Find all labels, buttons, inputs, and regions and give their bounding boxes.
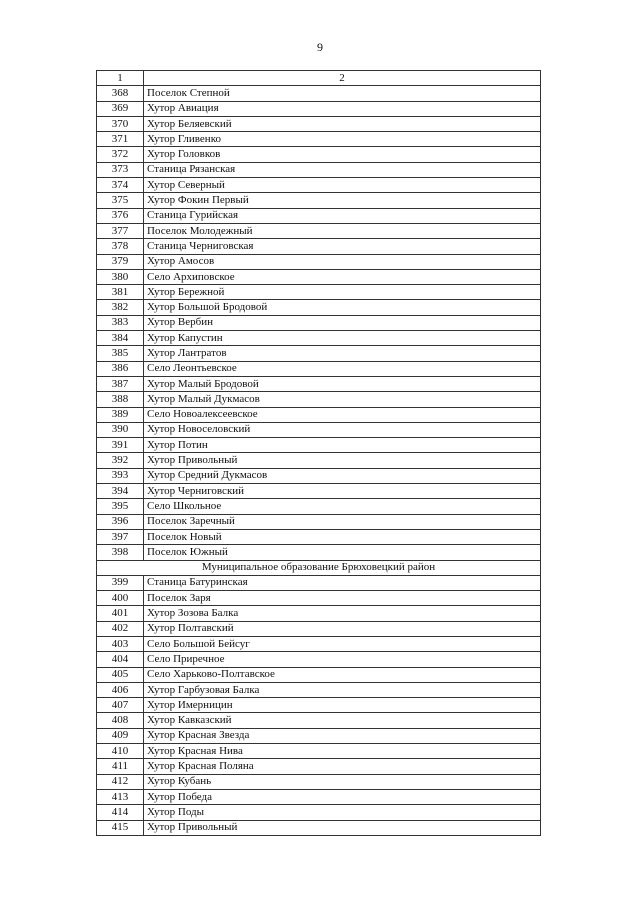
- table-header-row: [97, 71, 541, 86]
- table-row: [97, 667, 541, 682]
- table-row: [97, 178, 541, 193]
- settlement-name: Село Школьное: [144, 499, 541, 514]
- row-number: 411: [97, 759, 144, 774]
- table-row: [97, 101, 541, 116]
- row-number: 403: [97, 636, 144, 651]
- table-row: [97, 331, 541, 346]
- settlement-name: Поселок Южный: [144, 545, 541, 560]
- table-row: [97, 361, 541, 376]
- table-row: [97, 162, 541, 177]
- row-number: 368: [97, 86, 144, 101]
- settlements-table: [96, 70, 541, 836]
- settlement-name: Село Харьково-Полтавское: [144, 667, 541, 682]
- table-row: [97, 805, 541, 820]
- table-row: [97, 438, 541, 453]
- row-number: 376: [97, 208, 144, 223]
- table-row: [97, 820, 541, 835]
- settlement-name: Хутор Привольный: [144, 453, 541, 468]
- row-number: 391: [97, 438, 144, 453]
- table-row: [97, 468, 541, 483]
- settlement-name: Хутор Вербин: [144, 315, 541, 330]
- table-row: [97, 514, 541, 529]
- settlement-name: Станица Батуринская: [144, 575, 541, 590]
- page-number: 9: [317, 40, 323, 54]
- settlement-name: Село Новоалексеевское: [144, 407, 541, 422]
- table-row: [97, 147, 541, 162]
- row-number: 381: [97, 285, 144, 300]
- row-number: 406: [97, 682, 144, 697]
- settlement-name: Хутор Красная Нива: [144, 744, 541, 759]
- settlement-name: Село Леонтьевское: [144, 361, 541, 376]
- row-number: 369: [97, 101, 144, 116]
- settlement-name: Хутор Кубань: [144, 774, 541, 789]
- settlement-name: Хутор Гарбузовая Балка: [144, 682, 541, 697]
- table-row: [97, 346, 541, 361]
- settlement-name: Поселок Молодежный: [144, 223, 541, 238]
- row-number: 398: [97, 545, 144, 560]
- settlement-name: Хутор Полтавский: [144, 621, 541, 636]
- row-number: 397: [97, 529, 144, 544]
- row-number: 412: [97, 774, 144, 789]
- row-number: 404: [97, 652, 144, 667]
- settlement-name: Хутор Беляевский: [144, 116, 541, 131]
- row-number: 387: [97, 376, 144, 391]
- settlement-name: Станица Гурийская: [144, 208, 541, 223]
- table-row: [97, 545, 541, 560]
- table-row: [97, 407, 541, 422]
- table-row: [97, 453, 541, 468]
- row-number: 370: [97, 116, 144, 131]
- settlement-name: Хутор Малый Дукмасов: [144, 392, 541, 407]
- row-number: 371: [97, 132, 144, 147]
- settlement-name: Станица Рязанская: [144, 162, 541, 177]
- table-row: [97, 315, 541, 330]
- table-row: [97, 713, 541, 728]
- settlement-name: Хутор Фокин Первый: [144, 193, 541, 208]
- settlement-name: Хутор Имерницин: [144, 698, 541, 713]
- settlement-name: Хутор Кавказский: [144, 713, 541, 728]
- row-number: 390: [97, 422, 144, 437]
- row-number: 388: [97, 392, 144, 407]
- row-number: 413: [97, 789, 144, 804]
- table-row: [97, 698, 541, 713]
- settlement-name: Хутор Потин: [144, 438, 541, 453]
- row-number: 407: [97, 698, 144, 713]
- settlement-name: Хутор Большой Бродовой: [144, 300, 541, 315]
- header-col-2: 2: [144, 71, 541, 86]
- table-row: [97, 208, 541, 223]
- row-number: 384: [97, 331, 144, 346]
- settlement-name: Хутор Средний Дукмасов: [144, 468, 541, 483]
- settlement-name: Хутор Красная Звезда: [144, 728, 541, 743]
- row-number: 374: [97, 178, 144, 193]
- row-number: 389: [97, 407, 144, 422]
- table-row: [97, 300, 541, 315]
- table-row: [97, 392, 541, 407]
- row-number: 408: [97, 713, 144, 728]
- table-row: [97, 529, 541, 544]
- row-number: 385: [97, 346, 144, 361]
- row-number: 405: [97, 667, 144, 682]
- table-row: [97, 422, 541, 437]
- table-row: [97, 744, 541, 759]
- settlement-name: Хутор Авиация: [144, 101, 541, 116]
- row-number: 377: [97, 223, 144, 238]
- table-row: [97, 575, 541, 590]
- settlement-name: Хутор Амосов: [144, 254, 541, 269]
- table-row: [97, 728, 541, 743]
- table-row: [97, 269, 541, 284]
- row-number: 402: [97, 621, 144, 636]
- settlement-name: Поселок Степной: [144, 86, 541, 101]
- table-row: [97, 116, 541, 131]
- settlement-name: Село Архиповское: [144, 269, 541, 284]
- table-row: [97, 484, 541, 499]
- table-row: [97, 223, 541, 238]
- table-row: [97, 193, 541, 208]
- table-row: [97, 86, 541, 101]
- row-number: 401: [97, 606, 144, 621]
- settlement-name: Село Большой Бейсуг: [144, 636, 541, 651]
- row-number: 379: [97, 254, 144, 269]
- settlement-name: Хутор Головков: [144, 147, 541, 162]
- table-row: [97, 759, 541, 774]
- row-number: 372: [97, 147, 144, 162]
- table-row: [97, 621, 541, 636]
- row-number: 415: [97, 820, 144, 835]
- row-number: 410: [97, 744, 144, 759]
- row-number: 380: [97, 269, 144, 284]
- settlement-name: Хутор Бережной: [144, 285, 541, 300]
- section-title: Муниципальное образование Брюховецкий район: [97, 560, 541, 575]
- settlement-name: Поселок Заря: [144, 591, 541, 606]
- settlement-name: Хутор Малый Бродовой: [144, 376, 541, 391]
- settlement-name: Хутор Красная Поляна: [144, 759, 541, 774]
- table-row: [97, 254, 541, 269]
- table-row: [97, 376, 541, 391]
- table-row: [97, 636, 541, 651]
- row-number: 395: [97, 499, 144, 514]
- row-number: 375: [97, 193, 144, 208]
- row-number: 414: [97, 805, 144, 820]
- table-row: [97, 239, 541, 254]
- row-number: 382: [97, 300, 144, 315]
- settlement-name: Хутор Поды: [144, 805, 541, 820]
- row-number: 396: [97, 514, 144, 529]
- row-number: 393: [97, 468, 144, 483]
- settlement-name: Хутор Зозова Балка: [144, 606, 541, 621]
- settlement-name: Хутор Новоселовский: [144, 422, 541, 437]
- row-number: 378: [97, 239, 144, 254]
- table-row: [97, 682, 541, 697]
- settlement-name: Хутор Победа: [144, 789, 541, 804]
- table-row: [97, 499, 541, 514]
- table-row: [97, 132, 541, 147]
- row-number: 386: [97, 361, 144, 376]
- settlement-name: Село Приречное: [144, 652, 541, 667]
- settlement-name: Хутор Привольный: [144, 820, 541, 835]
- settlement-name: Хутор Северный: [144, 178, 541, 193]
- settlement-name: Хутор Гливенко: [144, 132, 541, 147]
- row-number: 400: [97, 591, 144, 606]
- settlement-name: Поселок Заречный: [144, 514, 541, 529]
- table-row: [97, 652, 541, 667]
- row-number: 399: [97, 575, 144, 590]
- table-row: [97, 606, 541, 621]
- section-row: [97, 560, 541, 575]
- table-row: [97, 789, 541, 804]
- row-number: 373: [97, 162, 144, 177]
- row-number: 392: [97, 453, 144, 468]
- settlement-name: Станица Черниговская: [144, 239, 541, 254]
- settlement-name: Поселок Новый: [144, 529, 541, 544]
- table-row: [97, 591, 541, 606]
- settlement-name: Хутор Капустин: [144, 331, 541, 346]
- settlement-name: Хутор Черниговский: [144, 484, 541, 499]
- row-number: 383: [97, 315, 144, 330]
- table-row: [97, 285, 541, 300]
- row-number: 409: [97, 728, 144, 743]
- settlement-name: Хутор Лантратов: [144, 346, 541, 361]
- header-col-1: 1: [97, 71, 144, 86]
- row-number: 394: [97, 484, 144, 499]
- table-row: [97, 774, 541, 789]
